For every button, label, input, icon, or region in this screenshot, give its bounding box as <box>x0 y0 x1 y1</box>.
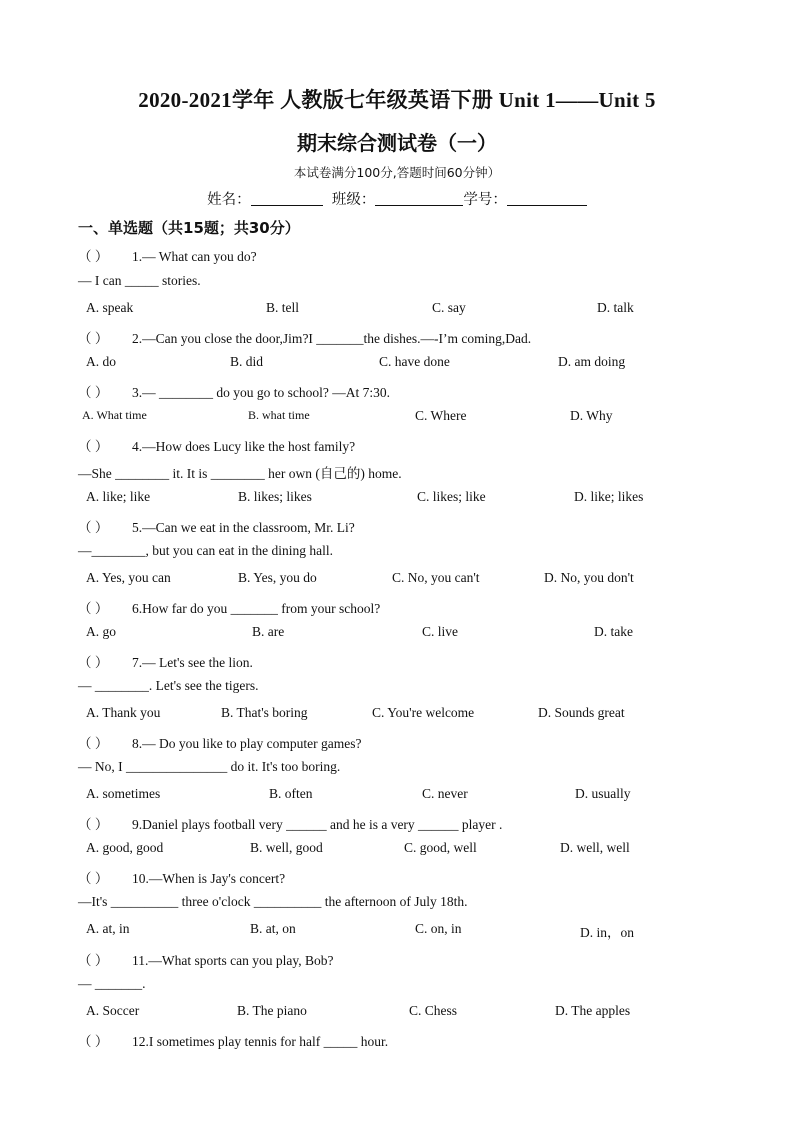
question-2-options <box>86 354 726 372</box>
question-8 <box>78 732 361 752</box>
option-c[interactable]: C. live <box>422 624 458 639</box>
answer-paren[interactable]: （ ） <box>78 1034 109 1049</box>
exam-title: 2020-2021学年 人教版七年级英语下册 Unit 1——Unit 5 <box>138 88 656 112</box>
name-blank[interactable] <box>251 191 323 206</box>
question-11-options <box>86 1003 726 1021</box>
question-9-options <box>86 840 726 858</box>
option-d[interactable]: D. well, well <box>560 840 630 855</box>
option-c[interactable]: C. never <box>422 786 468 801</box>
option-b[interactable]: B. are <box>252 624 285 639</box>
option-c[interactable]: C. on, in <box>415 921 462 936</box>
option-b[interactable]: B. at, on <box>250 921 296 936</box>
question-6 <box>78 597 380 617</box>
class-label: 班级： <box>331 192 376 208</box>
option-b[interactable]: B. Yes, you do <box>238 570 317 585</box>
option-b[interactable]: B. what time <box>248 408 310 422</box>
question-7-reply: — ________. Let's see the tigers. <box>78 678 259 693</box>
section-title: 一、单选题（共15题；共30分） <box>78 219 300 237</box>
answer-paren[interactable]: （ ） <box>78 439 109 454</box>
question-5-reply: —________, but you can eat in the dining hall. <box>78 543 333 558</box>
answer-paren[interactable]: （ ） <box>78 736 109 751</box>
id-blank[interactable] <box>507 191 587 206</box>
question-5-options <box>86 570 726 588</box>
answer-paren[interactable]: （ ） <box>78 249 109 264</box>
question-text: 8.— Do you like to play computer games? <box>132 736 362 751</box>
question-text: 5.—Can we eat in the classroom, Mr. Li? <box>132 520 355 535</box>
answer-paren[interactable]: （ ） <box>78 520 109 535</box>
name-label: 姓名： <box>207 192 251 208</box>
question-text: 10.—When is Jay's concert? <box>132 871 286 886</box>
option-a[interactable]: A. do <box>86 354 116 369</box>
question-text: 1.— What can you do? <box>132 249 257 264</box>
option-c[interactable]: C. have done <box>379 354 450 369</box>
option-c[interactable]: C. good, well <box>404 840 477 855</box>
question-text: 6.How far do you _______ from your school? <box>132 601 381 616</box>
question-4 <box>78 435 355 455</box>
question-text: 11.—What sports can you play, Bob? <box>132 953 334 968</box>
answer-paren[interactable]: （ ） <box>78 655 109 670</box>
option-b[interactable]: B. often <box>269 786 313 801</box>
answer-paren[interactable]: （ ） <box>78 953 109 968</box>
option-d[interactable]: D. talk <box>597 300 634 315</box>
question-text: 7.— Let's see the lion. <box>132 655 253 670</box>
option-a[interactable]: A. like; like <box>86 489 151 504</box>
option-a[interactable]: A. speak <box>86 300 134 315</box>
question-7 <box>78 651 253 671</box>
option-d[interactable]: D. like; likes <box>574 489 644 504</box>
answer-paren[interactable]: （ ） <box>78 817 109 832</box>
question-text: 3.— ________ do you go to school? —At 7:30. <box>132 385 390 400</box>
option-c[interactable]: C. likes; like <box>417 489 486 504</box>
option-d[interactable]: D. Why <box>570 408 613 423</box>
question-10-reply: —It's __________ three o'clock __________ the afternoon of July 18th. <box>78 894 468 909</box>
student-info-line <box>0 188 794 209</box>
question-11 <box>78 949 333 969</box>
id-label: 学号： <box>463 192 507 208</box>
option-d[interactable]: D. The apples <box>555 1003 631 1018</box>
option-a[interactable]: A. good, good <box>86 840 164 855</box>
option-d[interactable]: D. Sounds great <box>538 705 625 720</box>
option-c[interactable]: C. No, you can't <box>392 570 480 585</box>
question-8-reply: — No, I _______________ do it. It's too boring. <box>78 759 341 774</box>
question-1-options <box>86 300 726 318</box>
option-b[interactable]: B. That's boring <box>221 705 308 720</box>
option-c[interactable]: C. say <box>432 300 466 315</box>
question-10 <box>78 867 285 887</box>
option-b[interactable]: B. The piano <box>237 1003 307 1018</box>
option-a[interactable]: A. What time <box>82 408 147 422</box>
question-5 <box>78 516 355 536</box>
question-text: 9.Daniel plays football very ______ and he is a very ______ player . <box>132 817 503 832</box>
question-2 <box>78 327 531 347</box>
exam-subtitle-title: 期末综合测试卷（一） <box>297 133 497 155</box>
option-b[interactable]: B. tell <box>266 300 299 315</box>
question-text: 2.—Can you close the door,Jim?I _______the dishes.—-I’m coming,Dad. <box>132 331 532 346</box>
option-d[interactable]: D. am doing <box>558 354 626 369</box>
question-3 <box>78 381 390 401</box>
answer-paren[interactable]: （ ） <box>78 385 109 400</box>
question-1-reply: — I can _____ stories. <box>78 273 201 288</box>
option-a[interactable]: A. at, in <box>86 921 130 936</box>
answer-paren[interactable]: （ ） <box>78 331 109 346</box>
option-c[interactable]: C. Where <box>415 408 467 423</box>
question-7-options <box>86 705 726 723</box>
option-a[interactable]: A. Yes, you can <box>86 570 171 585</box>
question-3-options <box>82 408 726 426</box>
option-b[interactable]: B. well, good <box>250 840 323 855</box>
option-d[interactable]: D. take <box>594 624 633 639</box>
question-text: 4.—How does Lucy like the host family? <box>132 439 356 454</box>
option-a[interactable]: A. Soccer <box>86 1003 140 1018</box>
option-c[interactable]: C. You're welcome <box>372 705 475 720</box>
question-4-options <box>86 489 726 507</box>
question-1 <box>78 245 257 265</box>
question-6-options <box>86 624 726 642</box>
question-11-reply: — _______. <box>78 976 146 991</box>
question-8-options <box>86 786 726 804</box>
option-b[interactable]: B. likes; likes <box>238 489 312 504</box>
question-9 <box>78 813 502 833</box>
exam-note: 本试卷满分100分,答题时间60分钟） <box>293 165 501 180</box>
option-c[interactable]: C. Chess <box>409 1003 458 1018</box>
option-a[interactable]: A. Thank you <box>86 705 161 720</box>
question-4-reply: —She ________ it. It is ________ her own (自己的) home. <box>78 466 402 481</box>
option-a[interactable]: A. sometimes <box>86 786 161 801</box>
option-d[interactable]: D. No, you don't <box>544 570 634 585</box>
question-12 <box>78 1030 388 1050</box>
answer-paren[interactable]: （ ） <box>78 601 109 616</box>
question-10-options <box>86 921 726 939</box>
question-text: 12.I sometimes play tennis for half _____ hour. <box>132 1034 389 1049</box>
option-d[interactable]: D. in，on <box>580 925 634 940</box>
option-b[interactable]: B. did <box>230 354 264 369</box>
option-a[interactable]: A. go <box>86 624 116 639</box>
class-blank[interactable] <box>375 191 463 206</box>
option-d[interactable]: D. usually <box>575 786 631 801</box>
answer-paren[interactable]: （ ） <box>78 871 109 886</box>
